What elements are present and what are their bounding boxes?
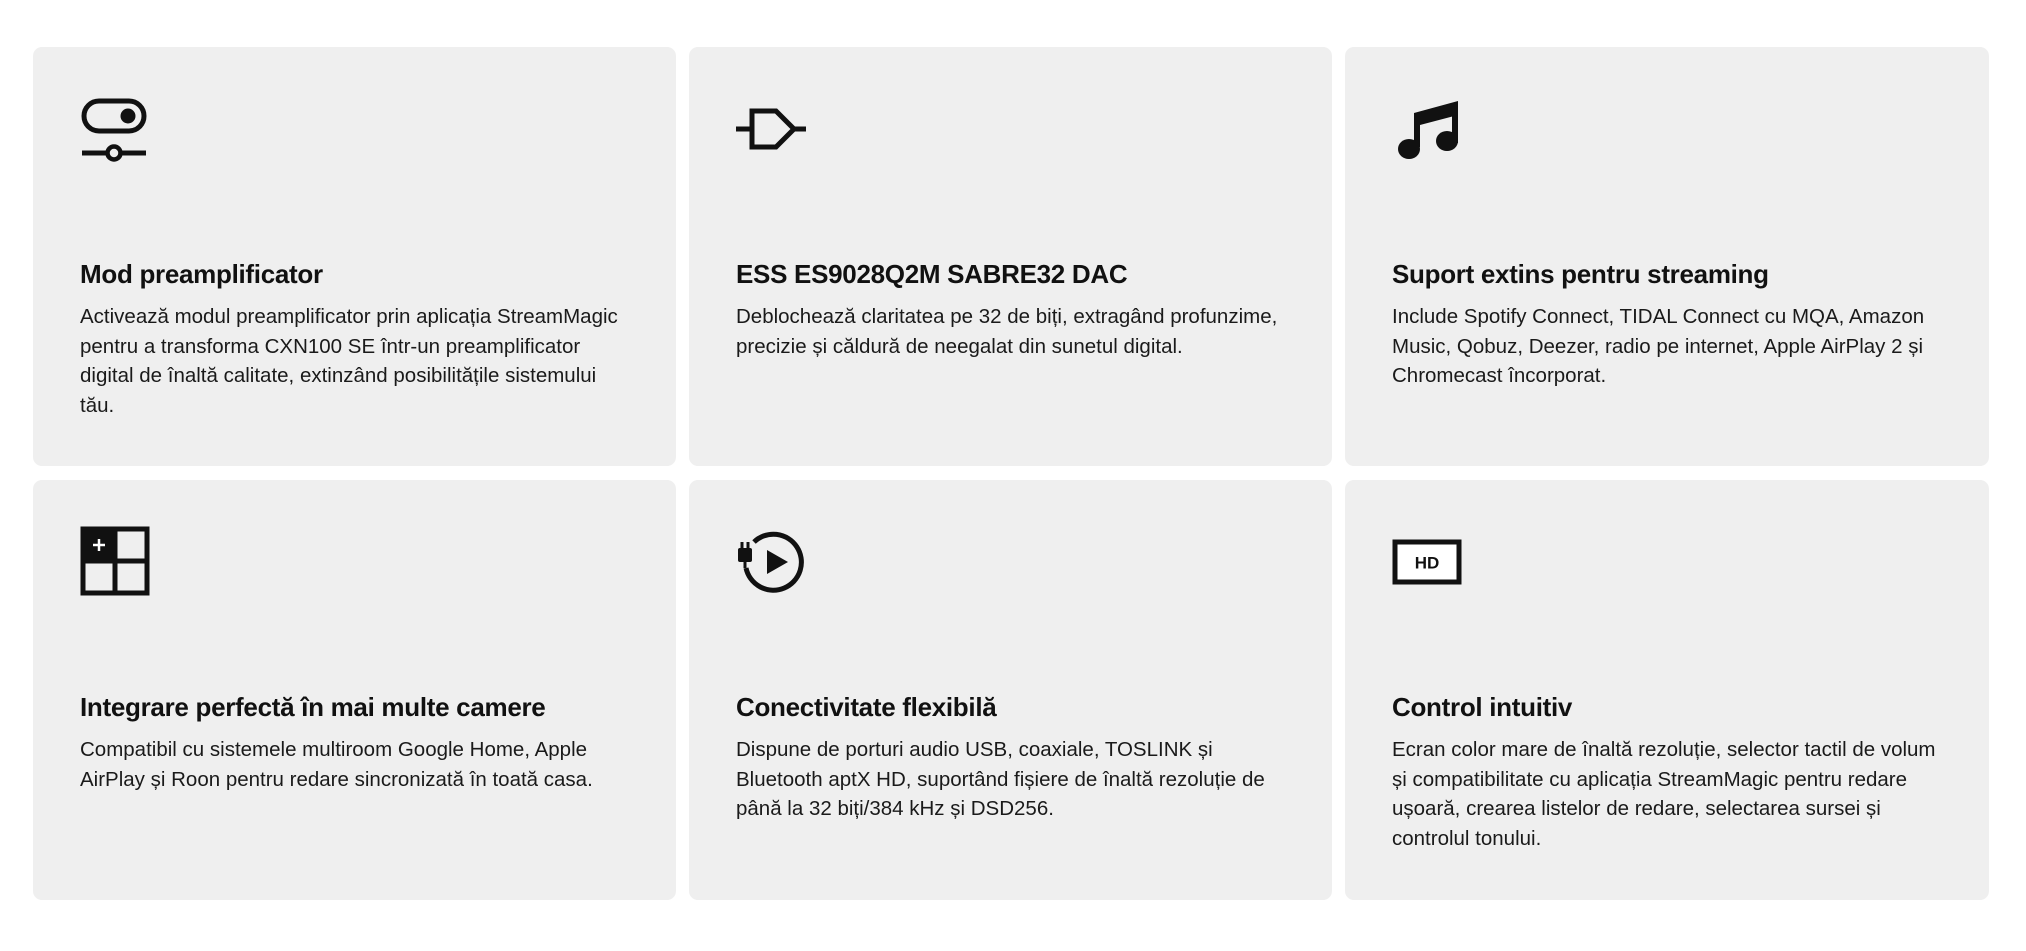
toggle-slider-icon (80, 93, 152, 165)
card-title: Mod preamplificator (80, 259, 323, 289)
multiroom-grid-icon (80, 526, 152, 598)
feature-card-connectivity (689, 480, 1332, 900)
card-title: Integrare perfectă în mai multe camere (80, 692, 546, 722)
card-description: Ecran color mare de înaltă rezoluție, selector tactil de volum și compatibilitate cu aplicația StreamMagic pentru redare ușoară, crearea listelor de redare, selectarea sursei și controlul tonului. (1392, 738, 1936, 850)
feature-card-preamp (33, 47, 676, 466)
features-grid (33, 47, 1989, 900)
card-title: Conectivitate flexibilă (736, 692, 997, 722)
card-description: Compatibil cu sistemele multiroom Google Home, Apple AirPlay și Roon pentru redare sincronizată în toată casa. (80, 738, 593, 791)
feature-card-multiroom (33, 480, 676, 900)
feature-card-dac (689, 47, 1332, 466)
card-description: Include Spotify Connect, TIDAL Connect cu MQA, Amazon Music, Qobuz, Deezer, radio pe internet, Apple AirPlay 2 și Chromecast încorporat. (1392, 305, 1925, 387)
card-title: Suport extins pentru streaming (1392, 259, 1769, 289)
hd-icon-label: HD (1414, 553, 1440, 573)
music-note-icon (1392, 93, 1464, 165)
dac-chip-icon (736, 93, 808, 165)
feature-card-streaming (1345, 47, 1989, 466)
card-description: Activează modul preamplificator prin aplicația StreamMagic pentru a transforma CXN100 SE într-un preamplificator digital de înaltă calitate, extinzând posibilitățile sistemului tău. (80, 305, 618, 417)
card-title: ESS ES9028Q2M SABRE32 DAC (736, 259, 1128, 289)
card-description: Deblochează claritatea pe 32 de biți, extragând profunzime, precizie și căldură de neegalat din sunetul digital. (736, 305, 1278, 358)
card-title: Control intuitiv (1392, 692, 1573, 722)
card-description: Dispune de porturi audio USB, coaxiale, TOSLINK și Bluetooth aptX HD, suportând fișiere de înaltă rezoluție de până la 32 biți/384 kHz și DSD256. (736, 738, 1265, 820)
hd-display-icon (1392, 526, 1464, 598)
feature-card-control (1345, 480, 1989, 900)
plug-play-icon (736, 526, 808, 598)
